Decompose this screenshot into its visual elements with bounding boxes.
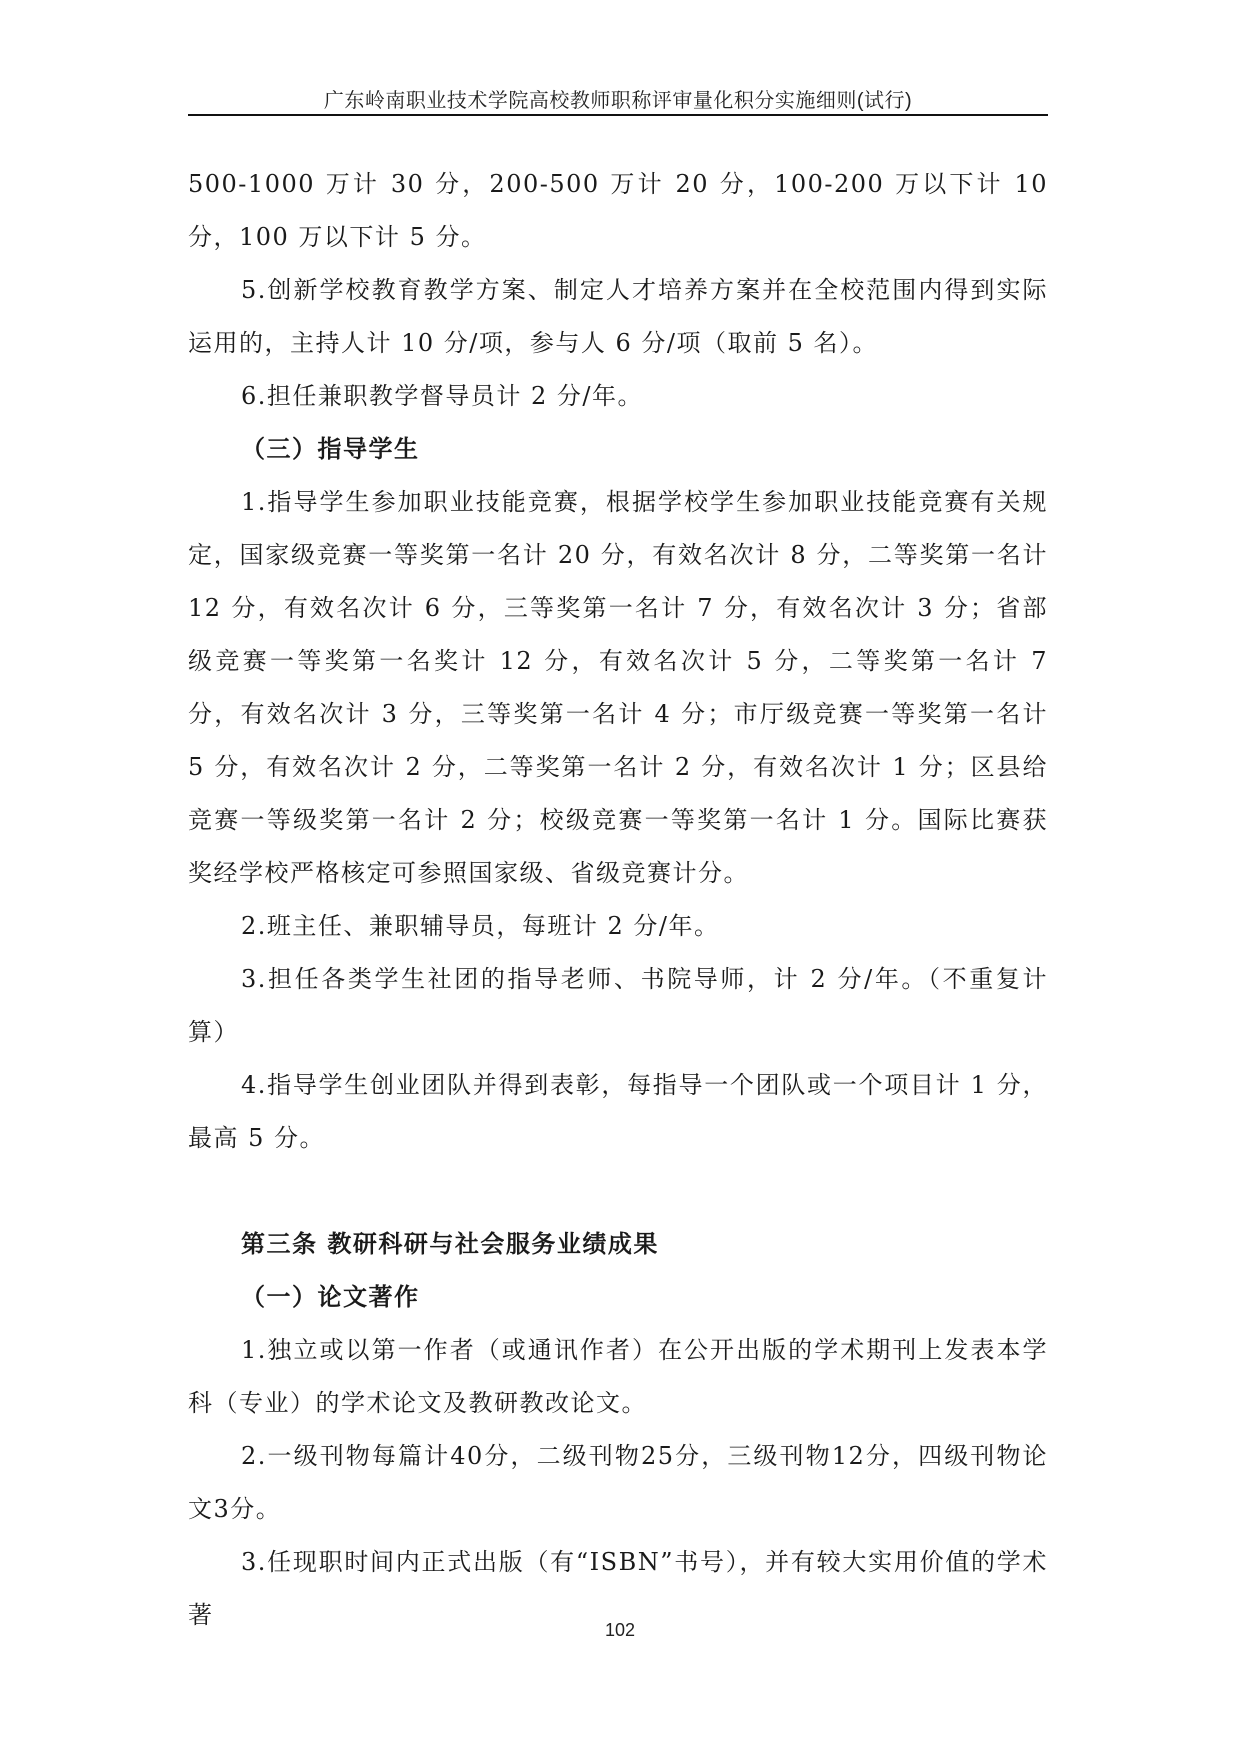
page-number: 102	[604, 1620, 636, 1640]
paragraph-paper-2: 2.一级刊物每篇计40分，二级刊物25分，三级刊物12分，四级刊物论文3分。	[188, 1442, 1048, 1523]
vertical-spacer	[188, 1165, 1048, 1218]
paragraph-guide-3: 3.担任各类学生社团的指导老师、书院导师，计 2 分/年。（不重复计算）	[188, 965, 1048, 1046]
subsection-heading-papers: （一）论文著作	[241, 1283, 420, 1311]
article-heading: 第三条 教研科研与社会服务业绩成果	[241, 1230, 659, 1258]
paragraph-guide-4: 4.指导学生创业团队并得到表彰，每指导一个团队或一个项目计 1 分，最高 5 分。	[188, 1071, 1048, 1152]
header-divider	[188, 114, 1048, 116]
paragraph-continuation: 500-1000 万计 30 分，200-500 万计 20 分，100-200 万以下计 10 分，100 万以下计 5 分。	[188, 170, 1048, 251]
paragraph-guide-1: 1.指导学生参加职业技能竞赛，根据学校学生参加职业技能竞赛有关规定，国家级竞赛一等奖第一名计 20 分，有效名次计 8 分，二等奖第一名计 12 分，有效名次计 6 分，三等奖第一名计 7 分，有效名次计 3 分；省部级竞赛一等奖第一名奖计 12 分，有效名次计 5 分，二等奖第一名计 7 分，有效名次计 3 分，三等奖第一名计 4 分；市厅级竞赛一等奖第一名计 5 分，有效名次计 2 分，二等奖第一名计 2 分，有效名次计 1 分；区县给竞赛一等级奖第一名计 2 分；校级竞赛一等奖第一名计 1 分。国际比赛获奖经学校严格核定可参照国家级、省级竞赛计分。	[188, 488, 1048, 887]
document-body	[188, 158, 1048, 1642]
paragraph-item-5: 5.创新学校教育教学方案、制定人才培养方案并在全校范围内得到实际运用的，主持人计 10 分/项，参与人 6 分/项（取前 5 名）。	[188, 276, 1048, 357]
paragraph-paper-3: 3.任现职时间内正式出版（有“ISBN”书号），并有较大实用价值的学术著	[188, 1548, 1048, 1629]
section-heading-guide-students: （三）指导学生	[241, 435, 420, 463]
paragraph-paper-1: 1.独立或以第一作者（或通讯作者）在公开出版的学术期刊上发表本学科（专业）的学术论文及教研教改论文。	[188, 1336, 1048, 1417]
paragraph-guide-2: 2.班主任、兼职辅导员，每班计 2 分/年。	[241, 912, 720, 940]
running-header: 广东岭南职业技术学院高校教师职称评审量化积分实施细则(试行)	[323, 90, 913, 112]
paragraph-item-6: 6.担任兼职教学督导员计 2 分/年。	[241, 382, 644, 410]
